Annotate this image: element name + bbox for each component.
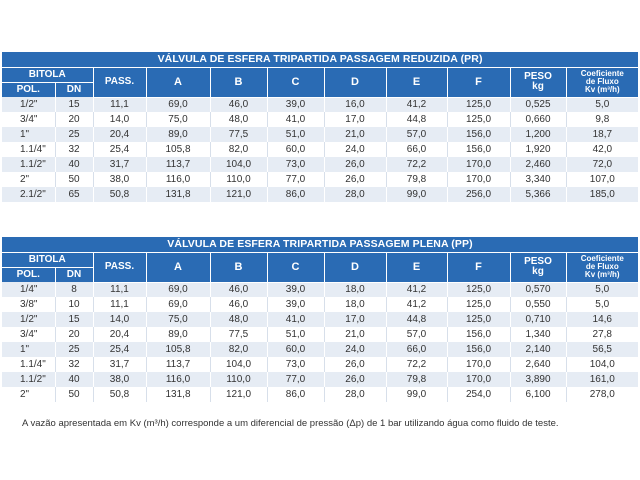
table-cell: 69,0	[146, 297, 210, 312]
table-cell: 18,0	[324, 282, 386, 297]
table-cell: 14,0	[93, 112, 146, 127]
table-cell: 161,0	[566, 372, 638, 387]
table-cell: 41,0	[267, 312, 324, 327]
table-row	[2, 282, 638, 297]
table-cell: 65	[55, 187, 93, 202]
table-cell: 2,640	[510, 357, 566, 372]
table-cell: 44,8	[386, 312, 447, 327]
table-cell: 25	[55, 342, 93, 357]
table-cell: 77,5	[210, 327, 267, 342]
table-cell: 2"	[2, 387, 55, 402]
table-cell: 39,0	[267, 282, 324, 297]
table-cell: 25,4	[93, 342, 146, 357]
table-cell: 89,0	[146, 127, 210, 142]
table-cell: 113,7	[146, 157, 210, 172]
table-cell: 1.1/4"	[2, 142, 55, 157]
table-cell: 6,100	[510, 387, 566, 402]
table-body	[2, 97, 638, 202]
table-reduzida	[2, 52, 638, 202]
table-cell: 5,0	[566, 282, 638, 297]
table-cell: 11,1	[93, 297, 146, 312]
table-cell: 104,0	[210, 357, 267, 372]
table-cell: 27,8	[566, 327, 638, 342]
header-kv-line3: Kv (m³/h)	[584, 270, 620, 280]
table-cell: 170,0	[447, 172, 510, 187]
table-cell: 57,0	[386, 127, 447, 142]
table-cell: 125,0	[447, 282, 510, 297]
table-cell: 99,0	[386, 187, 447, 202]
table-cell: 72,2	[386, 157, 447, 172]
table-cell: 170,0	[447, 372, 510, 387]
table-cell: 21,0	[324, 327, 386, 342]
table-cell: 8	[55, 282, 93, 297]
table-row	[2, 357, 638, 372]
table-cell: 38,0	[93, 172, 146, 187]
table-cell: 2,460	[510, 157, 566, 172]
table-cell: 1.1/2"	[2, 157, 55, 172]
header-dn: DN	[55, 83, 93, 98]
table-cell: 79,8	[386, 372, 447, 387]
table-cell: 1"	[2, 342, 55, 357]
header-pass: PASS.	[93, 253, 146, 283]
table-cell: 66,0	[386, 142, 447, 157]
table-cell: 1.1/4"	[2, 357, 55, 372]
header-d: D	[324, 253, 386, 283]
header-dn: DN	[55, 268, 93, 283]
table-cell: 18,7	[566, 127, 638, 142]
table-cell: 121,0	[210, 387, 267, 402]
table-cell: 156,0	[447, 142, 510, 157]
table-cell: 125,0	[447, 112, 510, 127]
table-cell: 28,0	[324, 187, 386, 202]
table-cell: 131,8	[146, 387, 210, 402]
table-cell: 1.1/2"	[2, 372, 55, 387]
table-cell: 48,0	[210, 112, 267, 127]
table-cell: 1/2"	[2, 312, 55, 327]
table-cell: 3/4"	[2, 112, 55, 127]
table-cell: 15	[55, 312, 93, 327]
table-cell: 75,0	[146, 112, 210, 127]
table-cell: 185,0	[566, 187, 638, 202]
table-cell: 11,1	[93, 97, 146, 112]
table-cell: 89,0	[146, 327, 210, 342]
table-cell: 86,0	[267, 387, 324, 402]
table-cell: 82,0	[210, 142, 267, 157]
header-peso	[510, 68, 566, 98]
header-kv	[566, 253, 638, 283]
table-row	[2, 342, 638, 357]
table-cell: 1,920	[510, 142, 566, 157]
header-c: C	[267, 68, 324, 98]
table-cell: 42,0	[566, 142, 638, 157]
table-cell: 116,0	[146, 172, 210, 187]
table-row	[2, 327, 638, 342]
table-title: VÁLVULA DE ESFERA TRIPARTIDA PASSAGEM REDUZIDA (PR)	[2, 52, 638, 68]
table-cell: 41,0	[267, 112, 324, 127]
header-f: F	[447, 253, 510, 283]
table-cell: 26,0	[324, 357, 386, 372]
table-cell: 41,2	[386, 97, 447, 112]
table-cell: 26,0	[324, 172, 386, 187]
table-cell: 0,570	[510, 282, 566, 297]
table-cell: 77,0	[267, 172, 324, 187]
table-cell: 69,0	[146, 97, 210, 112]
table-title: VÁLVULA DE ESFERA TRIPARTIDA PASSAGEM PLENA (PP)	[2, 237, 638, 253]
header-peso-unit: kg	[532, 81, 544, 93]
header-b: B	[210, 68, 267, 98]
header-c: C	[267, 253, 324, 283]
table-cell: 24,0	[324, 142, 386, 157]
table-cell: 32	[55, 142, 93, 157]
table-body	[2, 282, 638, 402]
header-kv-line1: Coeficiente	[580, 68, 624, 78]
table-cell: 0,550	[510, 297, 566, 312]
table-cell: 14,6	[566, 312, 638, 327]
table-cell: 170,0	[447, 357, 510, 372]
table-cell: 156,0	[447, 127, 510, 142]
table-cell: 46,0	[210, 282, 267, 297]
header-e: E	[386, 253, 447, 283]
table-cell: 125,0	[447, 97, 510, 112]
table-cell: 1/4"	[2, 282, 55, 297]
table-cell: 107,0	[566, 172, 638, 187]
table-cell: 256,0	[447, 187, 510, 202]
table-cell: 113,7	[146, 357, 210, 372]
table-cell: 1,340	[510, 327, 566, 342]
table-cell: 5,0	[566, 97, 638, 112]
table-cell: 5,366	[510, 187, 566, 202]
table-cell: 170,0	[447, 157, 510, 172]
table-cell: 21,0	[324, 127, 386, 142]
table-cell: 9,8	[566, 112, 638, 127]
table-cell: 79,8	[386, 172, 447, 187]
header-f: F	[447, 68, 510, 98]
table-cell: 0,710	[510, 312, 566, 327]
table-cell: 50,8	[93, 387, 146, 402]
header-pol: POL.	[2, 83, 55, 98]
table-cell: 50	[55, 172, 93, 187]
table-cell: 66,0	[386, 342, 447, 357]
table-row	[2, 97, 638, 112]
table-row	[2, 312, 638, 327]
table-cell: 104,0	[566, 357, 638, 372]
table-cell: 116,0	[146, 372, 210, 387]
table-cell: 31,7	[93, 157, 146, 172]
table-cell: 3/4"	[2, 327, 55, 342]
table-cell: 56,5	[566, 342, 638, 357]
table-cell: 28,0	[324, 387, 386, 402]
table-row	[2, 372, 638, 387]
table-cell: 278,0	[566, 387, 638, 402]
header-a: A	[146, 68, 210, 98]
table-cell: 15	[55, 97, 93, 112]
table-cell: 24,0	[324, 342, 386, 357]
table-cell: 60,0	[267, 342, 324, 357]
table-cell: 38,0	[93, 372, 146, 387]
table-cell: 20,4	[93, 127, 146, 142]
table-cell: 2"	[2, 172, 55, 187]
table-cell: 73,0	[267, 357, 324, 372]
table-cell: 41,2	[386, 282, 447, 297]
table-cell: 105,8	[146, 342, 210, 357]
table-cell: 48,0	[210, 312, 267, 327]
table-cell: 86,0	[267, 187, 324, 202]
table-cell: 11,1	[93, 282, 146, 297]
table-cell: 3,890	[510, 372, 566, 387]
table-cell: 46,0	[210, 97, 267, 112]
table-cell: 32	[55, 357, 93, 372]
table-cell: 1"	[2, 127, 55, 142]
table-cell: 125,0	[447, 312, 510, 327]
table-cell: 57,0	[386, 327, 447, 342]
table-cell: 110,0	[210, 372, 267, 387]
table-cell: 25,4	[93, 142, 146, 157]
table-cell: 26,0	[324, 157, 386, 172]
table-cell: 131,8	[146, 187, 210, 202]
table-cell: 20,4	[93, 327, 146, 342]
header-kv-line2: de Fluxo	[585, 262, 619, 272]
table-cell: 31,7	[93, 357, 146, 372]
table-cell: 20	[55, 327, 93, 342]
table-cell: 105,8	[146, 142, 210, 157]
table-cell: 254,0	[447, 387, 510, 402]
table-row	[2, 187, 638, 202]
table-row	[2, 127, 638, 142]
header-bitola: BITOLA	[2, 253, 93, 268]
table-cell: 156,0	[447, 327, 510, 342]
table-cell: 73,0	[267, 157, 324, 172]
table-cell: 69,0	[146, 282, 210, 297]
header-bitola: BITOLA	[2, 68, 93, 83]
table-cell: 50,8	[93, 187, 146, 202]
table-cell: 0,660	[510, 112, 566, 127]
table-row	[2, 297, 638, 312]
header-e: E	[386, 68, 447, 98]
table-cell: 39,0	[267, 297, 324, 312]
header-d: D	[324, 68, 386, 98]
table-cell: 1,200	[510, 127, 566, 142]
header-peso-unit: kg	[532, 266, 544, 278]
table-cell: 50	[55, 387, 93, 402]
header-kv-line3: Kv (m³/h)	[584, 85, 620, 95]
table-cell: 99,0	[386, 387, 447, 402]
table-cell: 77,0	[267, 372, 324, 387]
table-cell: 0,525	[510, 97, 566, 112]
table-cell: 20	[55, 112, 93, 127]
table-cell: 14,0	[93, 312, 146, 327]
table-row	[2, 142, 638, 157]
table-cell: 40	[55, 157, 93, 172]
table-cell: 156,0	[447, 342, 510, 357]
table-cell: 51,0	[267, 127, 324, 142]
table-cell: 17,0	[324, 312, 386, 327]
header-peso	[510, 253, 566, 283]
table-cell: 10	[55, 297, 93, 312]
table-cell: 2.1/2"	[2, 187, 55, 202]
header-peso-label: PESO	[524, 71, 552, 83]
table-cell: 3/8"	[2, 297, 55, 312]
table-cell: 5,0	[566, 297, 638, 312]
header-kv-line1: Coeficiente	[580, 253, 624, 263]
table-row	[2, 157, 638, 172]
table-row	[2, 172, 638, 187]
table-cell: 60,0	[267, 142, 324, 157]
table-cell: 72,0	[566, 157, 638, 172]
table-cell: 41,2	[386, 297, 447, 312]
table-cell: 82,0	[210, 342, 267, 357]
table-cell: 104,0	[210, 157, 267, 172]
table-row	[2, 387, 638, 402]
table-cell: 18,0	[324, 297, 386, 312]
header-a: A	[146, 253, 210, 283]
table-cell: 72,2	[386, 357, 447, 372]
table-cell: 46,0	[210, 297, 267, 312]
table-cell: 75,0	[146, 312, 210, 327]
table-cell: 3,340	[510, 172, 566, 187]
header-pol: POL.	[2, 268, 55, 283]
table-plena	[2, 237, 638, 402]
footnote: A vazão apresentada em Kv (m³/h) corresponde a um diferencial de pressão (Δp) de 1 bar utilizando água como fluido de teste.	[22, 418, 559, 429]
table-cell: 16,0	[324, 97, 386, 112]
table-cell: 40	[55, 372, 93, 387]
table-row	[2, 112, 638, 127]
table-cell: 110,0	[210, 172, 267, 187]
table-cell: 1/2"	[2, 97, 55, 112]
table-cell: 44,8	[386, 112, 447, 127]
header-b: B	[210, 253, 267, 283]
table-cell: 121,0	[210, 187, 267, 202]
header-peso-label: PESO	[524, 256, 552, 268]
table-cell: 125,0	[447, 297, 510, 312]
table-cell: 26,0	[324, 372, 386, 387]
table-cell: 2,140	[510, 342, 566, 357]
table-cell: 25	[55, 127, 93, 142]
header-pass: PASS.	[93, 68, 146, 98]
table-cell: 17,0	[324, 112, 386, 127]
table-cell: 77,5	[210, 127, 267, 142]
table-cell: 51,0	[267, 327, 324, 342]
header-kv	[566, 68, 638, 98]
header-kv-line2: de Fluxo	[585, 77, 619, 87]
table-cell: 39,0	[267, 97, 324, 112]
